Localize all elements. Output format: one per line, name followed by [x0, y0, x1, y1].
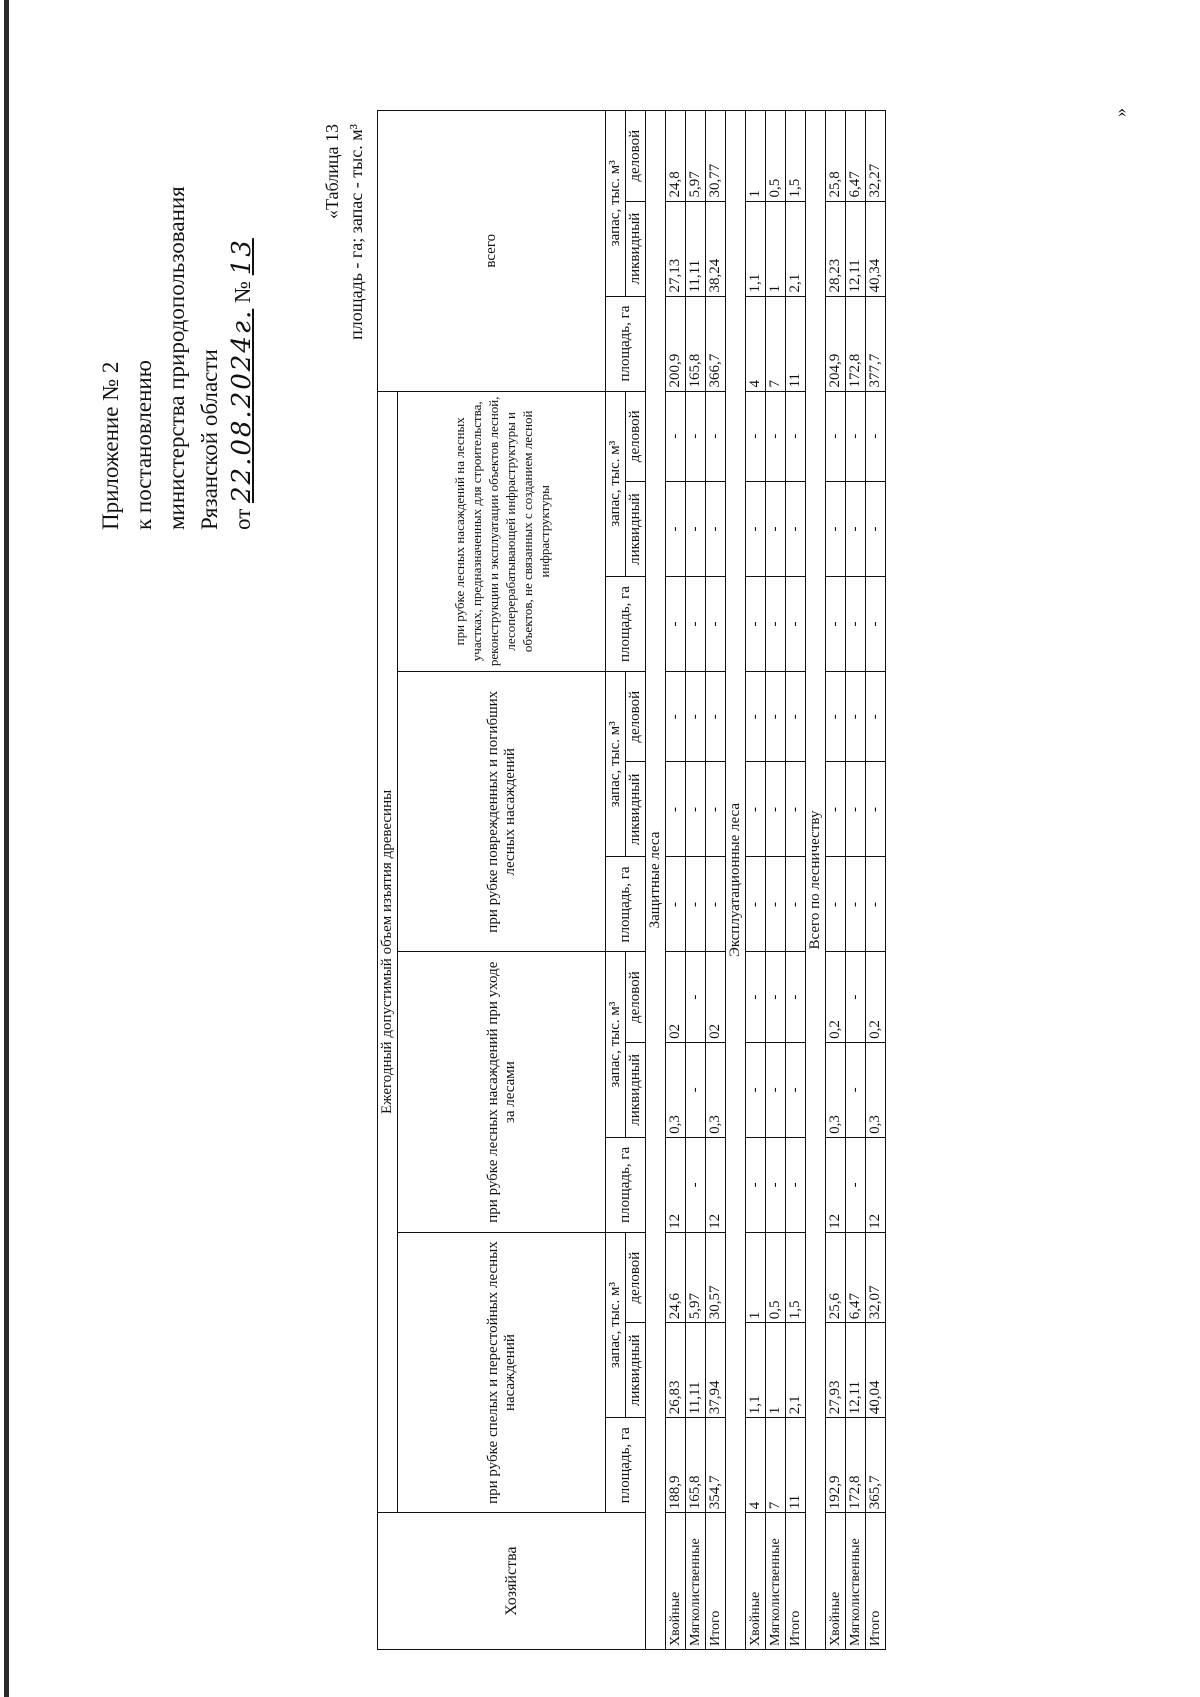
group-header-damaged: при рубке поврежденных и погибших лесных насаждений — [398, 672, 606, 952]
table-cell: - — [846, 857, 866, 952]
table-cell: - — [826, 762, 846, 857]
table-cell: 365,7 — [866, 1418, 886, 1513]
table-cell: - — [746, 672, 766, 762]
table-cell: 32,07 — [866, 1232, 886, 1322]
table-cell: - — [866, 672, 886, 762]
sub-area: площадь, га — [606, 857, 646, 952]
table-units: площадь - га; запас - тыс. м³ — [346, 124, 366, 340]
sub-stock: запас, тыс. м³ — [606, 391, 626, 576]
table-number: «Таблица 13 — [322, 124, 342, 219]
table-cell: - — [846, 952, 866, 1042]
table-cell: 1 — [766, 1323, 786, 1418]
table-cell: - — [706, 762, 726, 857]
table-cell: 12,11 — [846, 201, 866, 296]
table-cell: 11,11 — [686, 201, 706, 296]
table-cell: 366,7 — [706, 296, 726, 391]
table-cell: 12 — [706, 1137, 726, 1232]
table-cell: - — [786, 391, 806, 481]
table-cell: 354,7 — [706, 1418, 726, 1513]
handwritten-date: 22.08.2024г. — [227, 308, 257, 503]
table-cell: - — [686, 577, 706, 672]
table-cell: - — [786, 1137, 806, 1232]
table-cell: - — [766, 857, 786, 952]
table-cell: 12 — [866, 1137, 886, 1232]
table-cell: - — [686, 762, 706, 857]
table-cell: 2,1 — [786, 201, 806, 296]
table-cell: 7 — [766, 1418, 786, 1513]
table-row — [706, 111, 726, 1650]
table-cell: - — [846, 577, 866, 672]
sub-area: площадь, га — [606, 1418, 646, 1513]
row-label: Хвойные — [666, 1513, 686, 1650]
section-title: Всего по лесничеству — [806, 111, 826, 1650]
table-cell: - — [766, 1042, 786, 1137]
table-cell: 165,8 — [686, 296, 706, 391]
group-header-mature: при рубке спелых и перестойных лесных насаждений — [398, 1232, 606, 1512]
table-cell: - — [746, 1042, 766, 1137]
table-cell: - — [666, 577, 686, 672]
harvest-volume-table — [377, 110, 886, 1650]
table-cell: - — [826, 482, 846, 577]
table-cell: - — [786, 482, 806, 577]
table-cell: - — [846, 1042, 866, 1137]
table-cell: - — [846, 1137, 866, 1232]
table-cell: - — [846, 391, 866, 481]
row-label: Итого — [866, 1513, 886, 1650]
table-cell: - — [706, 482, 726, 577]
page-edge-binding — [4, 0, 9, 1697]
table-cell: - — [746, 482, 766, 577]
farm-column-header: Хозяйства — [378, 1513, 646, 1650]
table-cell: 12 — [826, 1137, 846, 1232]
table-cell: 0,2 — [826, 952, 846, 1042]
table-cell: - — [866, 762, 886, 857]
group-header-thinning: при рубке лесных насаждений при уходе за лесами — [398, 952, 606, 1232]
table-cell: - — [666, 857, 686, 952]
table-cell: 204,9 — [826, 296, 846, 391]
table-cell: - — [866, 857, 886, 952]
table-cell: 6,47 — [846, 111, 866, 202]
sub-business: деловой — [626, 1232, 646, 1322]
row-label: Мягколиственные — [846, 1513, 866, 1650]
table-cell: - — [686, 1042, 706, 1137]
sub-stock: запас, тыс. м³ — [606, 672, 626, 857]
table-cell: - — [826, 672, 846, 762]
table-cell: 12,11 — [846, 1323, 866, 1418]
table-body — [646, 111, 886, 1650]
table-cell: - — [786, 952, 806, 1042]
row-label: Мягколиственные — [766, 1513, 786, 1650]
table-cell: 188,9 — [666, 1418, 686, 1513]
appendix-ministry: министерства природопользования — [164, 186, 189, 530]
table-cell: 5,97 — [686, 1232, 706, 1322]
table-cell: - — [766, 391, 786, 481]
table-cell: 1 — [746, 1232, 766, 1322]
closing-quote: » — [1110, 108, 1130, 117]
table-cell: 25,8 — [826, 111, 846, 202]
table-cell: 11 — [786, 1418, 806, 1513]
table-cell: - — [846, 762, 866, 857]
table-cell: 2,1 — [786, 1323, 806, 1418]
table-cell: - — [746, 1137, 766, 1232]
table-cell: 40,04 — [866, 1323, 886, 1418]
rotated-page — [62, 110, 1147, 1650]
table-cell: 0,2 — [866, 952, 886, 1042]
table-cell: 7 — [766, 296, 786, 391]
table-row — [666, 111, 686, 1650]
table-cell: - — [666, 391, 686, 481]
sub-business: деловой — [626, 111, 646, 202]
table-cell: 0,3 — [706, 1042, 726, 1137]
sub-area: площадь, га — [606, 577, 646, 672]
sub-business: деловой — [626, 672, 646, 762]
sub-liquid: ликвидный — [626, 762, 646, 857]
appendix-region: Рязанской области — [197, 349, 222, 530]
table-caption — [320, 124, 368, 340]
table-cell: 172,8 — [846, 1418, 866, 1513]
table-cell: - — [786, 762, 806, 857]
table-cell: - — [826, 391, 846, 481]
table-cell: - — [766, 1137, 786, 1232]
table-row — [746, 111, 766, 1650]
row-label: Мягколиственные — [686, 1513, 706, 1650]
table-cell: 1,1 — [746, 201, 766, 296]
table-cell: 32,27 — [866, 111, 886, 202]
date-prefix: от — [230, 508, 255, 530]
table-cell: - — [686, 482, 706, 577]
appendix-resolution: к постановлению — [131, 360, 156, 530]
table-cell: 26,83 — [666, 1323, 686, 1418]
table-cell: 5,97 — [686, 111, 706, 202]
section-title: Защитные леса — [646, 111, 666, 1650]
annual-volume-header: Ежегодный допустимый объем изъятия древесины — [378, 391, 398, 1513]
table-cell: 377,7 — [866, 296, 886, 391]
table-cell: 6,47 — [846, 1232, 866, 1322]
table-cell: - — [866, 391, 886, 481]
sub-stock: запас, тыс. м³ — [606, 1232, 626, 1417]
table-cell: 02 — [706, 952, 726, 1042]
table-cell: - — [826, 857, 846, 952]
sub-liquid: ликвидный — [626, 482, 646, 577]
sub-business: деловой — [626, 952, 646, 1042]
table-cell: - — [746, 857, 766, 952]
handwritten-number: 13 — [227, 238, 257, 276]
table-cell: 192,9 — [826, 1418, 846, 1513]
table-cell: 1,5 — [786, 111, 806, 202]
table-cell: 27,13 — [666, 201, 686, 296]
number-label: № — [230, 281, 255, 303]
table-cell: 37,94 — [706, 1323, 726, 1418]
table-cell: - — [766, 952, 786, 1042]
row-label: Хвойные — [826, 1513, 846, 1650]
sub-stock: запас, тыс. м³ — [606, 952, 626, 1137]
table-cell: - — [706, 672, 726, 762]
table-cell: 1 — [746, 111, 766, 202]
table-cell: - — [766, 577, 786, 672]
table-cell: 11 — [786, 296, 806, 391]
table-cell: 4 — [746, 1418, 766, 1513]
table-cell: - — [706, 577, 726, 672]
table-cell: 0,3 — [866, 1042, 886, 1137]
sub-area: площадь, га — [606, 296, 646, 391]
appendix-header — [94, 130, 259, 530]
table-cell: - — [866, 482, 886, 577]
sub-business: деловой — [626, 391, 646, 481]
table-cell: 24,6 — [666, 1232, 686, 1322]
table-row — [866, 111, 886, 1650]
row-label: Хвойные — [746, 1513, 766, 1650]
table-cell: 0,5 — [766, 1232, 786, 1322]
table-cell: 165,8 — [686, 1418, 706, 1513]
table-cell: - — [866, 577, 886, 672]
table-row — [826, 111, 846, 1650]
table-cell: 40,34 — [866, 201, 886, 296]
table-cell: - — [686, 952, 706, 1042]
row-label: Итого — [786, 1513, 806, 1650]
table-cell: - — [766, 672, 786, 762]
table-cell: 27,93 — [826, 1323, 846, 1418]
table-cell: - — [746, 577, 766, 672]
table-cell: - — [686, 391, 706, 481]
sub-liquid: ликвидный — [626, 1042, 646, 1137]
table-cell: - — [746, 762, 766, 857]
table-cell: 28,23 — [826, 201, 846, 296]
table-cell: 30,77 — [706, 111, 726, 202]
table-cell: 1 — [766, 201, 786, 296]
table-cell: - — [846, 672, 866, 762]
table-cell: 200,9 — [666, 296, 686, 391]
table-row — [766, 111, 786, 1650]
table-cell: - — [786, 672, 806, 762]
group-header-total: всего — [378, 111, 606, 392]
table-cell: 02 — [666, 952, 686, 1042]
table-cell: - — [706, 391, 726, 481]
table-cell: 24,8 — [666, 111, 686, 202]
table-cell: 0,3 — [666, 1042, 686, 1137]
section-row — [646, 111, 666, 1650]
sub-liquid: ликвидный — [626, 201, 646, 296]
table-cell: 0,5 — [766, 111, 786, 202]
table-cell: 1,5 — [786, 1232, 806, 1322]
table-cell: - — [846, 482, 866, 577]
row-label: Итого — [706, 1513, 726, 1650]
section-row — [726, 111, 746, 1650]
table-cell: - — [686, 1137, 706, 1232]
table-row — [786, 111, 806, 1650]
group-header-construction: при рубке лесных насаждений на лесных участках, предназначенных для строительства, реконструкции и эксплуатации объектов лесной, лесоперерабатывающей инфраструктуры и объектов, не связанных с созданием лесной инфраструктуры — [398, 391, 606, 672]
table-cell: - — [786, 577, 806, 672]
table-cell: 38,24 — [706, 201, 726, 296]
table-cell: - — [786, 857, 806, 952]
appendix-date-line — [226, 130, 259, 530]
table-cell: - — [686, 672, 706, 762]
sub-area: площадь, га — [606, 1137, 646, 1232]
table-cell: 25,6 — [826, 1232, 846, 1322]
table-cell: 30,57 — [706, 1232, 726, 1322]
table-cell: - — [746, 952, 766, 1042]
table-cell: 0,3 — [826, 1042, 846, 1137]
table-cell: 12 — [666, 1137, 686, 1232]
section-row — [806, 111, 826, 1650]
table-cell: - — [666, 762, 686, 857]
table-cell: 172,8 — [846, 296, 866, 391]
appendix-title: Приложение № 2 — [98, 361, 123, 530]
table-row — [686, 111, 706, 1650]
table-cell: - — [666, 672, 686, 762]
table-cell: - — [826, 577, 846, 672]
table-cell: - — [766, 482, 786, 577]
table-cell: 1,1 — [746, 1323, 766, 1418]
sub-liquid: ликвидный — [626, 1323, 646, 1418]
table-cell: - — [766, 762, 786, 857]
table-cell: 11,11 — [686, 1323, 706, 1418]
table-cell: - — [746, 391, 766, 481]
table-cell: - — [686, 857, 706, 952]
table-cell: - — [706, 857, 726, 952]
table-row — [846, 111, 866, 1650]
sub-stock: запас, тыс. м³ — [606, 111, 626, 297]
section-title: Эксплуатационные леса — [726, 111, 746, 1650]
table-cell: - — [666, 482, 686, 577]
table-cell: - — [786, 1042, 806, 1137]
table-cell: 4 — [746, 296, 766, 391]
